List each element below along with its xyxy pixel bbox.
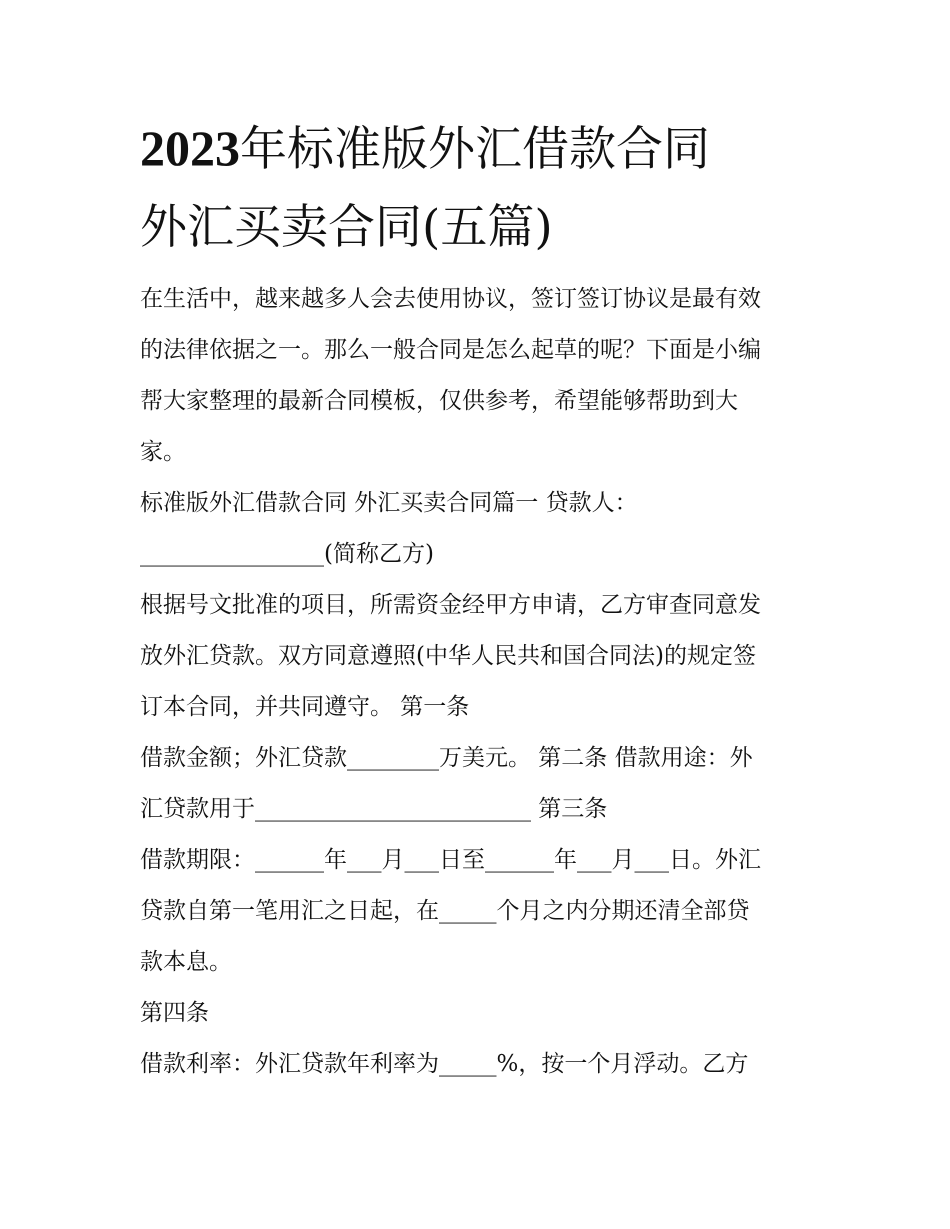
- body-line: 家。: [140, 439, 186, 465]
- body-line: 借款期限：______年___月___日至______年___月___日。外汇: [140, 847, 761, 873]
- body-line: 标准版外汇借款合同 外汇买卖合同篇一 贷款人：: [140, 490, 638, 516]
- body-line: 贷款自第一笔用汇之日起，在_____个月之内分期还清全部贷: [140, 898, 750, 924]
- title-line-1-text: 年标准版外汇借款合同: [240, 122, 710, 177]
- body-line: 根据号文批准的项目，所需资金经甲方申请，乙方审查同意发: [140, 592, 761, 618]
- body-line: ________________(简称乙方): [140, 541, 434, 567]
- body-line: 第四条: [140, 1000, 209, 1026]
- body-line: 订本合同，并共同遵守。 第一条: [140, 694, 470, 720]
- body-line: 借款利率：外汇贷款年利率为_____%，按一个月浮动。乙方: [140, 1051, 749, 1077]
- body-line: 帮大家整理的最新合同模板，仅供参考，希望能够帮助到大: [140, 388, 738, 414]
- document-body: [140, 274, 820, 1090]
- body-line: 款本息。: [140, 949, 232, 975]
- document-title-line-1: [140, 108, 820, 190]
- title-year: 2023: [140, 120, 240, 176]
- document-title-line-2: 外汇买卖合同(五篇): [140, 200, 553, 255]
- body-line: 汇贷款用于________________________ 第三条: [140, 796, 608, 822]
- body-line: 借款金额；外汇贷款________万美元。 第二条 借款用途：外: [140, 745, 753, 771]
- body-line: 在生活中，越来越多人会去使用协议，签订签订协议是最有效: [140, 286, 761, 312]
- body-line: 放外汇贷款。双方同意遵照(中华人民共和国合同法)的规定签: [140, 643, 756, 669]
- body-line: 的法律依据之一。那么一般合同是怎么起草的呢？下面是小编: [140, 337, 761, 363]
